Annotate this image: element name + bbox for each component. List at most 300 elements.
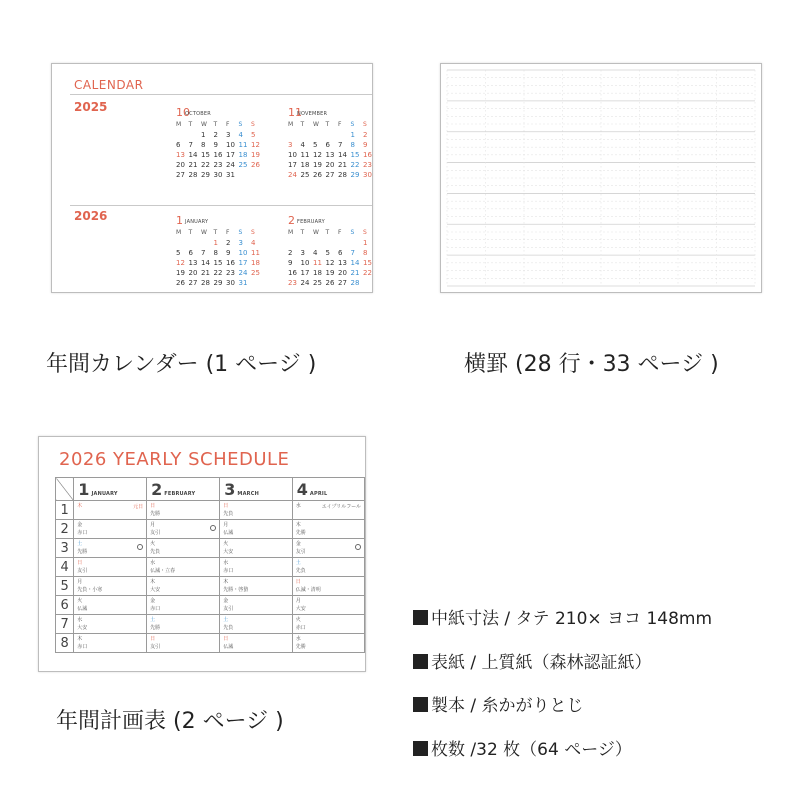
day-number: 27 <box>325 171 335 179</box>
schedule-weekday: 土 <box>150 617 156 623</box>
schedule-row <box>56 539 365 558</box>
schedule-row <box>56 558 365 577</box>
day-number: 4 <box>251 239 256 247</box>
schedule-rokuyo: 仏滅・立春 <box>150 568 176 574</box>
schedule-cell <box>220 501 292 520</box>
empty-day <box>288 130 301 140</box>
schedule-weekday: 月 <box>295 598 301 604</box>
month-number: 1 <box>176 214 183 227</box>
schedule-weekday: 日 <box>223 636 229 642</box>
weekday-label: T <box>188 229 193 236</box>
schedule-weekday: 日 <box>77 560 83 566</box>
mini-month <box>288 214 373 288</box>
schedule-weekday: 水 <box>150 560 156 566</box>
day-number: 24 <box>226 161 235 169</box>
day-number: 8 <box>350 141 355 149</box>
schedule-weekday: 水 <box>295 636 301 642</box>
schedule-weekday: 日 <box>295 579 301 585</box>
day-number: 2 <box>213 131 218 139</box>
day-number: 9 <box>226 249 231 257</box>
day-number: 29 <box>213 279 223 287</box>
day-number: 31 <box>226 171 235 179</box>
schedule-rokuyo: 友引 <box>150 644 161 650</box>
schedule-weekday: 土 <box>77 541 83 547</box>
day-number: 19 <box>176 269 185 277</box>
schedule-row <box>56 634 365 653</box>
day-number: 1 <box>363 239 368 247</box>
day-number: 28 <box>188 171 198 179</box>
schedule-rokuyo: 先負 <box>295 568 306 574</box>
schedule-day-number: 5 <box>56 577 74 596</box>
schedule-cell <box>292 577 364 596</box>
day-number: 21 <box>201 269 210 277</box>
schedule-rokuyo: 先負・小寒 <box>77 587 103 593</box>
weekday-label: W <box>313 121 319 128</box>
circle-mark-icon <box>355 544 361 550</box>
day-number: 14 <box>188 151 198 159</box>
schedule-row <box>56 577 365 596</box>
schedule-rokuyo: 大安 <box>150 587 161 593</box>
day-number: 17 <box>300 269 310 277</box>
calendar-rule-top <box>70 94 372 95</box>
weekday-label: M <box>176 229 182 236</box>
caption-calendar: 年間カレンダー (1 ページ ) <box>46 352 317 377</box>
mini-month <box>176 214 272 288</box>
month-name: FEBRUARY <box>297 219 325 225</box>
calendar-year-2: 2026 <box>74 209 108 223</box>
day-number: 7 <box>188 141 193 149</box>
schedule-weekday: 木 <box>150 579 156 585</box>
day-number: 13 <box>176 151 185 159</box>
day-number: 28 <box>350 279 360 287</box>
month-name: NOVEMBER <box>297 111 328 117</box>
day-number: 4 <box>300 141 305 149</box>
day-number: 12 <box>251 141 260 149</box>
day-number: 15 <box>201 151 210 159</box>
weekday-label: T <box>213 229 218 236</box>
schedule-rokuyo: 仏滅 <box>77 606 88 612</box>
day-number: 21 <box>350 269 360 277</box>
schedule-cell <box>74 634 147 653</box>
yearly-schedule-preview <box>38 436 366 672</box>
day-number: 15 <box>363 259 372 267</box>
schedule-cell <box>292 558 364 577</box>
day-number: 15 <box>213 259 223 267</box>
day-number: 23 <box>363 161 372 169</box>
day-number: 17 <box>288 161 297 169</box>
day-number: 25 <box>238 161 248 169</box>
empty-day <box>176 238 189 248</box>
schedule-row <box>56 615 365 634</box>
schedule-month-header <box>220 478 292 501</box>
schedule-weekday: 金 <box>150 598 156 604</box>
day-number: 13 <box>188 259 198 267</box>
schedule-rokuyo: 大安 <box>295 606 306 612</box>
day-number: 23 <box>213 161 223 169</box>
day-number: 26 <box>325 279 335 287</box>
square-bullet-icon <box>413 610 428 625</box>
day-number: 21 <box>188 161 198 169</box>
schedule-month-header <box>74 478 147 501</box>
schedule-rokuyo: 先勝 <box>295 530 306 536</box>
schedule-rokuyo: 先負 <box>223 511 234 517</box>
weekday-label: T <box>300 121 305 128</box>
day-number: 10 <box>300 259 310 267</box>
weekday-label: S <box>238 229 243 236</box>
weekday-label: F <box>226 229 230 236</box>
circle-mark-icon <box>137 544 143 550</box>
weekday-label: F <box>338 121 342 128</box>
schedule-month-name: FEBRUARY <box>164 490 196 497</box>
schedule-month-name: MARCH <box>237 490 259 497</box>
schedule-rokuyo: 大安 <box>77 625 88 631</box>
schedule-rokuyo: 赤口 <box>77 644 88 650</box>
day-number: 3 <box>288 141 293 149</box>
schedule-rokuyo: 仏滅・清明 <box>295 587 321 593</box>
schedule-day-number: 6 <box>56 596 74 615</box>
empty-day <box>288 238 301 248</box>
schedule-cell <box>220 596 292 615</box>
day-number: 22 <box>213 269 223 277</box>
day-number: 24 <box>300 279 310 287</box>
schedule-cell <box>220 577 292 596</box>
day-number: 26 <box>251 161 260 169</box>
schedule-weekday: 金 <box>295 541 301 547</box>
schedule-cell <box>292 615 364 634</box>
schedule-weekday: 土 <box>223 617 229 623</box>
schedule-weekday: 日 <box>150 636 156 642</box>
weekday-label: M <box>288 121 294 128</box>
day-number: 24 <box>238 269 248 277</box>
weekday-label: M <box>288 229 294 236</box>
schedule-weekday: 金 <box>223 598 229 604</box>
weekday-label: S <box>251 229 255 236</box>
day-number: 3 <box>238 239 243 247</box>
day-number: 18 <box>313 269 322 277</box>
schedule-rokuyo: 先勝 <box>150 625 161 631</box>
schedule-day-number: 4 <box>56 558 74 577</box>
empty-day <box>313 130 326 140</box>
schedule-cell <box>74 501 147 520</box>
ruled-page-preview <box>440 63 762 293</box>
schedule-weekday: 木 <box>77 636 83 642</box>
schedule-rokuyo: 仏滅 <box>223 530 234 536</box>
day-number: 27 <box>338 279 347 287</box>
weekday-label: F <box>226 121 230 128</box>
weekday-label: W <box>201 229 207 236</box>
schedule-weekday: 月 <box>223 522 229 528</box>
schedule-row <box>56 501 365 520</box>
schedule-cell <box>292 596 364 615</box>
schedule-cell <box>147 539 220 558</box>
empty-day <box>313 238 326 248</box>
schedule-table <box>55 477 365 653</box>
schedule-weekday: 日 <box>223 503 229 509</box>
day-number: 2 <box>363 131 368 139</box>
schedule-rokuyo: 先負 <box>223 625 234 631</box>
day-number: 25 <box>300 171 310 179</box>
day-number: 2 <box>226 239 231 247</box>
spec-paper-size: 中紙寸法 / タテ 210× ヨコ 148mm <box>413 604 712 629</box>
day-number: 3 <box>300 249 305 257</box>
day-number: 8 <box>201 141 206 149</box>
day-number: 3 <box>226 131 231 139</box>
weekday-label: T <box>213 121 218 128</box>
calendar-rule-mid <box>70 205 372 206</box>
schedule-rokuyo: 赤口 <box>77 530 88 536</box>
day-number: 14 <box>350 259 360 267</box>
weekday-label: M <box>176 121 182 128</box>
weekday-label: T <box>325 229 330 236</box>
schedule-rokuyo: 友引 <box>295 549 306 555</box>
schedule-month-name: APRIL <box>309 490 328 497</box>
day-number: 11 <box>251 249 260 257</box>
weekday-label: W <box>201 121 207 128</box>
day-number: 28 <box>338 171 347 179</box>
ruled-lines <box>441 64 761 292</box>
day-number: 25 <box>251 269 260 277</box>
day-number: 1 <box>213 239 218 247</box>
day-number: 12 <box>325 259 335 267</box>
schedule-rokuyo: 先勝 <box>77 549 88 555</box>
calendar-page-preview <box>51 63 373 293</box>
day-number: 1 <box>350 131 355 139</box>
empty-day <box>351 238 364 248</box>
square-bullet-icon <box>413 654 428 669</box>
schedule-month-number: 3 <box>224 479 236 499</box>
day-number: 14 <box>201 259 210 267</box>
schedule-weekday: 月 <box>77 579 83 585</box>
day-number: 27 <box>176 171 185 179</box>
weekday-label: S <box>363 121 367 128</box>
day-number: 20 <box>176 161 185 169</box>
schedule-rokuyo: 友引 <box>77 568 88 574</box>
day-number: 27 <box>188 279 198 287</box>
day-number: 28 <box>201 279 210 287</box>
schedule-cell <box>292 634 364 653</box>
empty-day <box>301 130 314 140</box>
weekday-label: F <box>338 229 342 236</box>
day-number: 5 <box>251 131 256 139</box>
day-number: 6 <box>325 141 330 149</box>
day-number: 9 <box>288 259 293 267</box>
schedule-cell <box>220 615 292 634</box>
day-number: 16 <box>213 151 223 159</box>
schedule-cell <box>292 539 364 558</box>
schedule-cell <box>292 520 364 539</box>
day-number: 6 <box>176 141 181 149</box>
day-number: 7 <box>201 249 206 257</box>
month-number: 10 <box>176 106 190 119</box>
month-name: OCTOBER <box>185 111 211 117</box>
day-number: 22 <box>350 161 360 169</box>
weekday-label: S <box>350 121 355 128</box>
schedule-day-number: 3 <box>56 539 74 558</box>
schedule-note: エイプリルフール <box>321 504 361 510</box>
empty-day <box>338 130 351 140</box>
weekday-label: T <box>188 121 193 128</box>
month-number: 2 <box>288 214 295 227</box>
schedule-weekday: 水 <box>295 503 301 509</box>
schedule-weekday: 火 <box>223 541 229 547</box>
schedule-cell <box>220 520 292 539</box>
schedule-cell <box>147 520 220 539</box>
day-number: 9 <box>363 141 368 149</box>
day-number: 12 <box>313 151 322 159</box>
schedule-rokuyo: 赤口 <box>295 625 306 631</box>
calendar-year-1: 2025 <box>74 100 108 114</box>
schedule-day-number: 8 <box>56 634 74 653</box>
weekday-label: W <box>313 229 319 236</box>
schedule-day-number: 7 <box>56 615 74 634</box>
day-number: 30 <box>213 171 223 179</box>
schedule-weekday: 日 <box>150 503 156 509</box>
empty-day <box>338 238 351 248</box>
day-number: 29 <box>201 171 210 179</box>
schedule-row <box>56 520 365 539</box>
spec-sheet-count: 枚数 /32 枚（64 ページ） <box>413 735 632 760</box>
empty-day <box>176 130 189 140</box>
day-number: 17 <box>226 151 235 159</box>
day-number: 18 <box>238 151 248 159</box>
day-number: 16 <box>288 269 297 277</box>
schedule-day-number: 2 <box>56 520 74 539</box>
schedule-weekday: 木 <box>223 579 229 585</box>
day-number: 31 <box>238 279 248 287</box>
schedule-month-name: JANUARY <box>91 490 118 497</box>
weekday-label: S <box>350 229 355 236</box>
day-number: 17 <box>238 259 248 267</box>
schedule-cell <box>74 577 147 596</box>
schedule-rokuyo: 先勝 <box>295 644 306 650</box>
day-number: 19 <box>313 161 322 169</box>
schedule-cell <box>220 634 292 653</box>
mini-month <box>176 106 272 180</box>
schedule-month-header <box>147 478 220 501</box>
day-number: 30 <box>363 171 372 179</box>
day-number: 30 <box>226 279 235 287</box>
day-number: 14 <box>338 151 347 159</box>
schedule-rokuyo: 仏滅 <box>223 644 234 650</box>
schedule-weekday: 水 <box>223 560 229 566</box>
schedule-weekday: 木 <box>295 522 301 528</box>
day-number: 24 <box>288 171 297 179</box>
calendar-title: CALENDAR <box>74 78 144 92</box>
day-number: 16 <box>363 151 372 159</box>
schedule-cell <box>74 596 147 615</box>
day-number: 20 <box>188 269 198 277</box>
schedule-cell <box>220 558 292 577</box>
schedule-weekday: 水 <box>77 617 83 623</box>
day-number: 9 <box>213 141 218 149</box>
weekday-label: T <box>325 121 330 128</box>
day-number: 20 <box>325 161 335 169</box>
day-number: 10 <box>288 151 297 159</box>
schedule-weekday: 木 <box>77 503 83 509</box>
weekday-label: S <box>251 121 255 128</box>
circle-mark-icon <box>210 525 216 531</box>
day-number: 8 <box>213 249 218 257</box>
day-number: 11 <box>300 151 310 159</box>
spec-binding: 製本 / 糸かがりとじ <box>413 691 584 716</box>
schedule-weekday: 火 <box>150 541 156 547</box>
day-number: 26 <box>176 279 185 287</box>
schedule-rokuyo: 赤口 <box>150 606 161 612</box>
schedule-weekday: 金 <box>77 522 83 528</box>
schedule-cell <box>74 520 147 539</box>
day-number: 23 <box>288 279 297 287</box>
schedule-cell <box>147 634 220 653</box>
day-number: 4 <box>313 249 318 257</box>
day-number: 7 <box>350 249 355 257</box>
schedule-rokuyo: 大安 <box>223 549 234 555</box>
schedule-day-number: 1 <box>56 501 74 520</box>
schedule-weekday: 土 <box>295 560 301 566</box>
square-bullet-icon <box>413 741 428 756</box>
month-number: 11 <box>288 106 302 119</box>
day-number: 21 <box>338 161 347 169</box>
schedule-cell <box>74 615 147 634</box>
schedule-rokuyo: 先負 <box>150 549 161 555</box>
day-number: 10 <box>238 249 248 257</box>
day-number: 12 <box>176 259 185 267</box>
empty-day <box>301 238 314 248</box>
day-number: 5 <box>325 249 330 257</box>
day-number: 6 <box>188 249 193 257</box>
day-number: 1 <box>201 131 206 139</box>
schedule-cell <box>147 596 220 615</box>
square-bullet-icon <box>413 697 428 712</box>
schedule-cell <box>220 539 292 558</box>
empty-day <box>201 238 214 248</box>
schedule-weekday: 月 <box>150 522 156 528</box>
schedule-cell <box>147 558 220 577</box>
day-number: 2 <box>288 249 293 257</box>
schedule-corner-cell <box>56 478 74 501</box>
schedule-month-number: 4 <box>296 479 308 499</box>
schedule-rokuyo: 赤口 <box>223 568 234 574</box>
schedule-weekday: 火 <box>295 617 301 623</box>
schedule-month-number: 2 <box>151 479 163 499</box>
day-number: 5 <box>176 249 181 257</box>
day-number: 16 <box>226 259 235 267</box>
schedule-cell <box>147 501 220 520</box>
day-number: 13 <box>325 151 335 159</box>
weekday-label: S <box>238 121 243 128</box>
day-number: 29 <box>350 171 360 179</box>
day-number: 5 <box>313 141 318 149</box>
schedule-cell <box>74 558 147 577</box>
day-number: 18 <box>300 161 310 169</box>
schedule-row <box>56 596 365 615</box>
empty-day <box>326 130 339 140</box>
schedule-cell <box>147 577 220 596</box>
day-number: 11 <box>238 141 248 149</box>
weekday-label: T <box>300 229 305 236</box>
day-number: 13 <box>338 259 347 267</box>
weekday-label: S <box>363 229 367 236</box>
day-number: 22 <box>201 161 210 169</box>
day-number: 15 <box>350 151 360 159</box>
caption-schedule: 年間計画表 (2 ページ ) <box>56 709 284 734</box>
day-number: 18 <box>251 259 260 267</box>
schedule-weekday: 火 <box>77 598 83 604</box>
day-number: 19 <box>325 269 335 277</box>
schedule-note: 元日 <box>133 504 144 510</box>
spec-cover: 表紙 / 上質紙（森林認証紙） <box>413 648 652 673</box>
day-number: 25 <box>313 279 322 287</box>
day-number: 26 <box>313 171 322 179</box>
